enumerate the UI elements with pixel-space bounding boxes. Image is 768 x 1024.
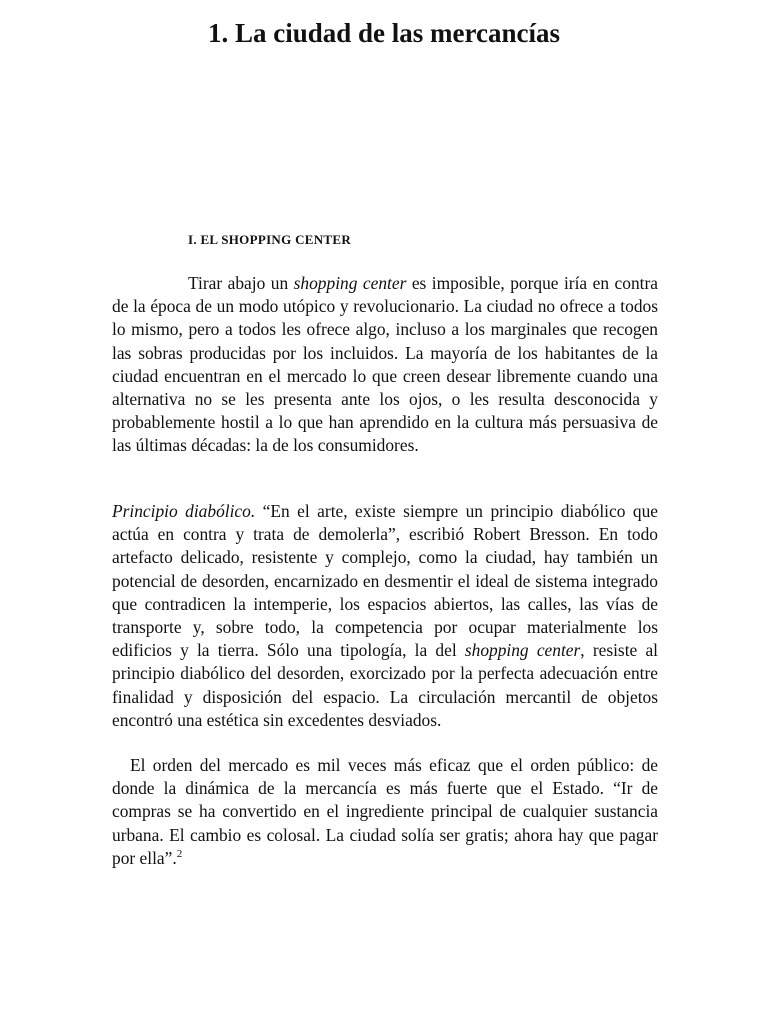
footnote-marker[interactable]: 2 [176,848,183,861]
paragraph-1 [112,272,658,458]
paragraph-2-text-b: , resiste al principio diabólico del desorden, exorcizado por la perfecta adecuación entre finalidad y disposición del espacio. La circulación mercantil de objetos encontró una estética sin excedentes desviados. [112,640,658,730]
paragraph-1-text-a: Tirar abajo un [188,273,294,293]
paragraph-2-text-a: “En el arte, existe siempre un principio diabólico que actúa en contra y trata de demolerla”, escribió Robert Bresson. En todo artefacto delicado, resistente y complejo, como la ciudad, hay también un potencial de desorden, encarnizado en desmentir el ideal de sistema integrado que contradicen la intemperie, los espacios abiertos, las calles, las vías de transporte y, sobre todo, la competencia por ocupar materialmente los edificios y la tierra. Sólo una tipología, la del [112,501,658,661]
paragraph-2 [112,500,658,732]
section-heading: I. EL SHOPPING CENTER [188,232,352,247]
paragraph-3 [112,754,658,870]
emphasis-shopping-center-2: shopping center [464,640,581,661]
chapter-title: 1. La ciudad de las mercancías [207,18,560,48]
emphasis-principio-diabolico: Principio diabólico. [112,501,256,521]
emphasis-shopping-center: shopping center [293,273,407,293]
paragraph-3-text: El orden del mercado es mil veces más eficaz que el orden público: de donde la dinámica de la mercancía es más fuerte que el Estado. “Ir de compras se ha convertido en el ingrediente principal de cualquier sustancia urbana. El cambio es colosal. La ciudad solía ser gratis; ahora hay que pagar por ella”. [112,755,658,868]
paragraph-1-text-b: es imposible, porque iría en contra de la época de un modo utópico y revolucionario. La ciudad no ofrece a todos lo mismo, pero a todos les ofrece algo, incluso a los marginales que recogen las sobras producidas por los incluidos. La mayoría de los habitantes de la ciudad encuentran en el mercado lo que creen desear libremente cuando una alternativa no se les presenta ante los ojos, o les resulta desconocida y probablemente hostil a lo que han aprendido en la cultura más persuasiva de las últimas décadas: la de los consumidores. [112,273,658,456]
